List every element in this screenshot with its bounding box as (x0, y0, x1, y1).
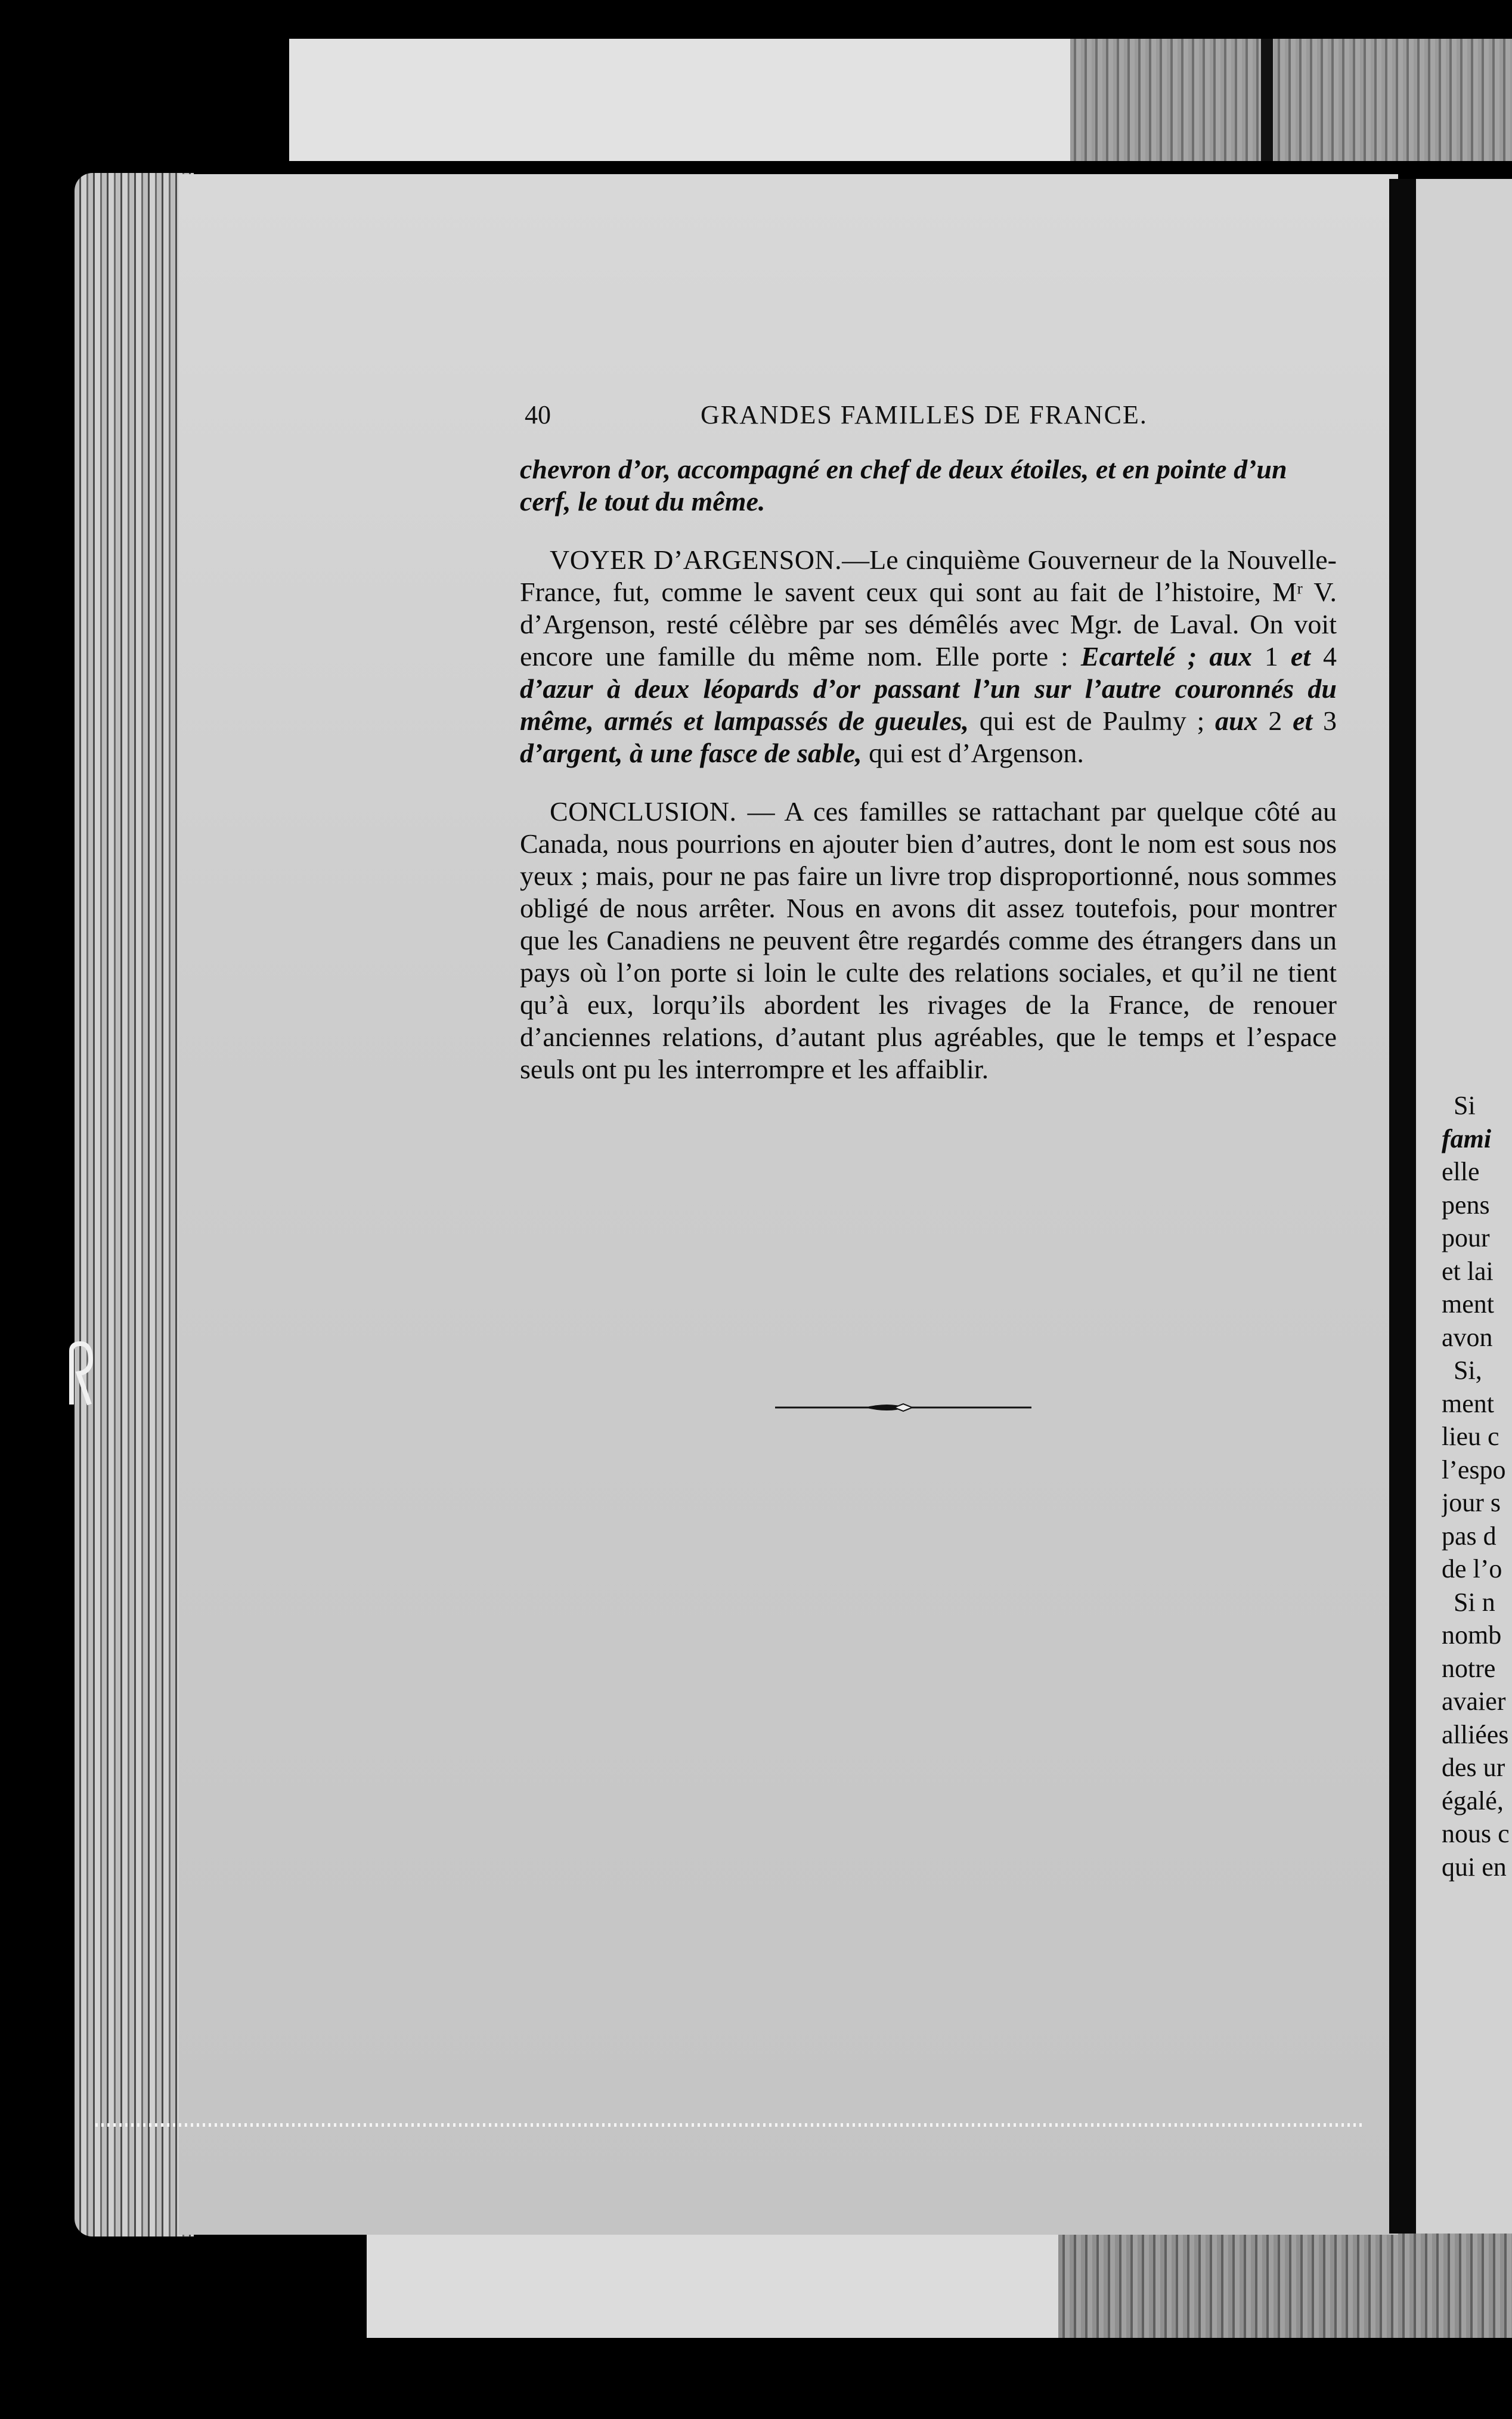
facing-page-text (1442, 1089, 1512, 1883)
facing-line: elle (1442, 1157, 1480, 1186)
voyer-italic-5: et (1293, 706, 1313, 736)
voyer-italic-2: et (1290, 641, 1311, 672)
ornamental-rule (775, 1399, 1031, 1416)
facing-line: jour s (1442, 1488, 1501, 1517)
facing-line: avon (1442, 1322, 1493, 1352)
background-paper-top-right (1070, 39, 1512, 161)
voyer-text-3: 4 (1310, 641, 1337, 672)
page-number: 40 (525, 400, 551, 429)
conclusion-paragraph (520, 796, 1337, 1085)
facing-line: qui en (1442, 1852, 1507, 1882)
book-page-edges (75, 173, 194, 2237)
facing-line: et lai (1442, 1256, 1494, 1286)
facing-line: lieu c (1442, 1422, 1499, 1451)
facing-line: fami (1442, 1124, 1492, 1153)
facing-line: ment (1442, 1388, 1494, 1418)
book-gutter (1389, 179, 1416, 2234)
margin-mark (66, 1339, 95, 1410)
voyer-text-5: 2 (1257, 706, 1293, 736)
background-paper-top (289, 39, 1070, 161)
facing-line: Si n (1454, 1587, 1495, 1617)
page-bottom-dotted-edge (95, 2123, 1365, 2127)
facing-line: nomb (1442, 1620, 1502, 1650)
facing-line: ment (1442, 1289, 1494, 1319)
conclusion-text: — A ces familles se rattachant par quelque côté au Canada, nous pourrions en ajouter bien d’autres, dont le nom est sous nos yeux ; mais, pour ne pas faire un livre trop disproportionné, nous sommes obligé de nous arrêter. Nous en avons dit assez toutefois, pour montrer que les Canadiens ne peuvent être regardés comme des étrangers dans un pays où l’on porte si loin le culte des relations sociales, et qu’il ne tient qu’à eux, lorqu’ils abordent les rivages de la France, de renouer d’anciennes relations, d’autant plus agréables, que le temps et l’espace seuls ont pu les interrompre et les affaiblir. (520, 796, 1337, 1084)
running-title: GRANDES FAMILLES DE FRANCE. (701, 400, 1148, 429)
facing-line: Si (1454, 1091, 1476, 1120)
facing-line: alliées (1442, 1719, 1509, 1749)
voyer-text-7: qui est d’Argenson. (862, 738, 1084, 768)
continuation-line-1: chevron d’or, accompagné en chef de deux étoiles, et en pointe d’un (520, 454, 1287, 484)
facing-line: pens (1442, 1190, 1490, 1220)
facing-line: notre (1442, 1653, 1496, 1683)
continuation-paragraph (520, 453, 1337, 518)
facing-line: Si, (1454, 1356, 1482, 1385)
voyer-text-6: 3 (1312, 706, 1337, 736)
voyer-paragraph (520, 544, 1337, 769)
facing-line: pour (1442, 1223, 1490, 1252)
voyer-heading: VOYER D’ARGENSON. (550, 545, 842, 575)
facing-line: l’espo (1442, 1455, 1506, 1484)
facing-line: pas d (1442, 1521, 1496, 1551)
voyer-text-4: qui est de Paulmy ; (969, 706, 1216, 736)
facing-line: égalé, (1442, 1786, 1504, 1815)
continuation-line-2: cerf, le tout du même. (520, 486, 766, 516)
facing-line: avaier (1442, 1687, 1506, 1716)
facing-line: des ur (1442, 1753, 1505, 1782)
voyer-text-2: 1 (1251, 641, 1291, 672)
main-text (520, 453, 1337, 1085)
facing-line: nous c (1442, 1819, 1510, 1848)
voyer-italic-6: d’argent, à une fasce de sable, (520, 738, 862, 768)
voyer-italic-3: d’azur à deux léopards d’or passant l’un sur l’autre couronnés du même, armés et lampassés de gueules, (520, 673, 1337, 736)
background-paper-bottom (367, 2228, 1058, 2338)
voyer-italic-4: aux (1215, 706, 1258, 736)
voyer-italic-1: Ecartelé ; aux (1080, 641, 1252, 672)
running-header (525, 400, 1341, 435)
background-paper-bottom-right (1058, 2228, 1512, 2338)
facing-line: de l’o (1442, 1554, 1502, 1583)
voyer-text-1: —Le cinquième Gouverneur de la Nouvelle-France, fut, comme le savent ceux qui sont au fait de l’histoire, Mʳ V. d’Argenson, resté célèbre par ses démêlés avec Mgr. de Laval. On voit encore une famille du même nom. Elle porte : (520, 545, 1337, 672)
background-seam (1261, 39, 1273, 161)
conclusion-heading: CONCLUSION. (550, 796, 737, 827)
